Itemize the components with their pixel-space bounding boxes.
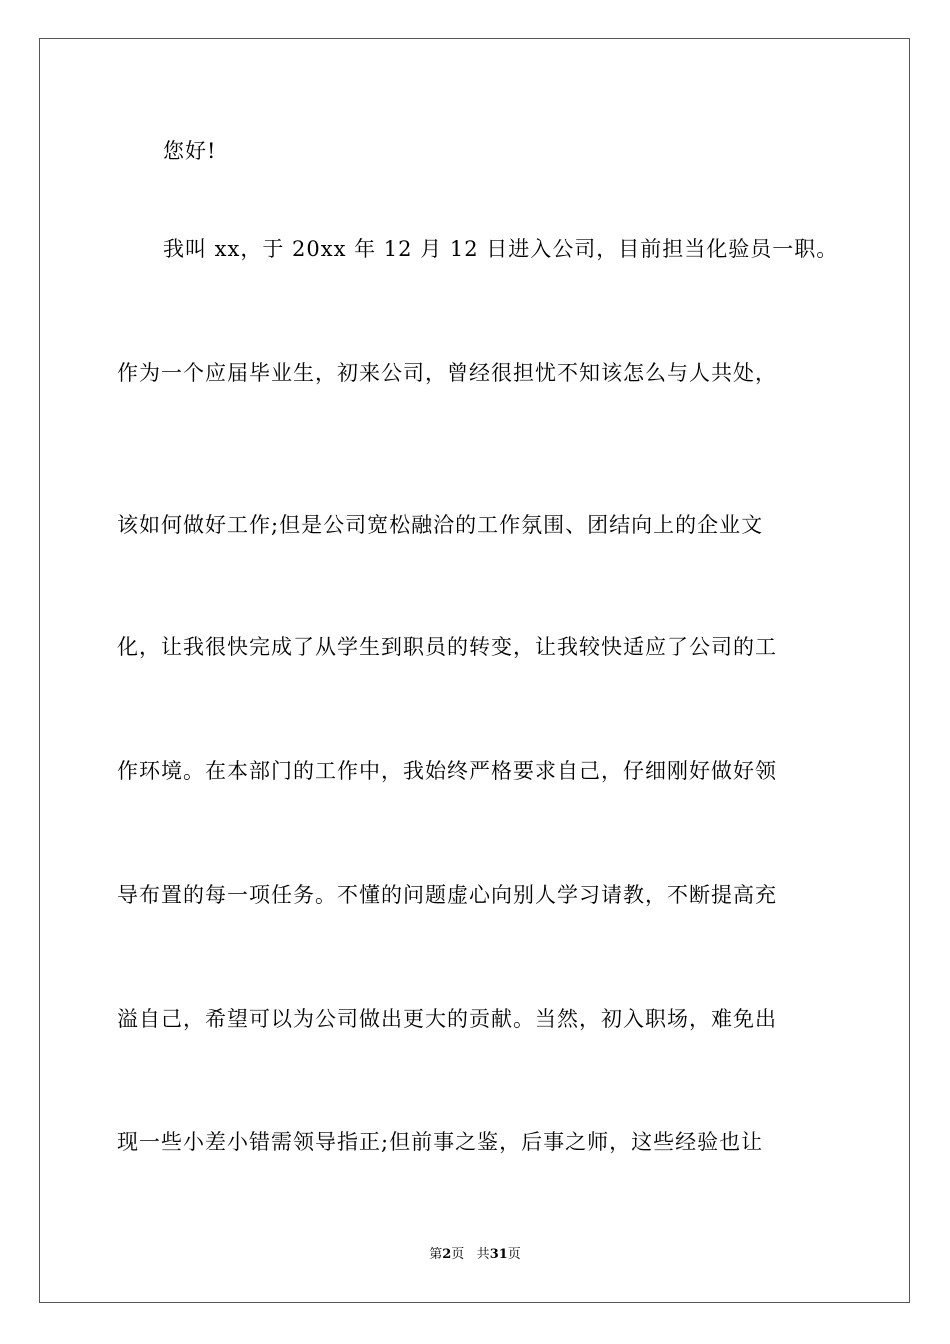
footer-prefix: 第 bbox=[429, 1247, 443, 1262]
body-line-8: 现一些小差小错需领导指正;但前事之鉴，后事之师，这些经验也让 bbox=[117, 1130, 764, 1154]
footer-page-number: 2 bbox=[442, 1247, 452, 1262]
greeting-text: 您好! bbox=[163, 139, 217, 163]
footer-total-suffix: 页 bbox=[507, 1247, 521, 1262]
page-frame bbox=[39, 38, 910, 1303]
body-line-1: 我叫 xx，于 20xx 年 12 月 12 日进入公司，目前担当化验员一职。 bbox=[163, 237, 839, 261]
footer-total-prefix: 共 bbox=[476, 1247, 490, 1262]
body-line-3: 该如何做好工作;但是公司宽松融洽的工作氛围、团结向上的企业文 bbox=[117, 513, 764, 537]
footer-total-pages: 31 bbox=[489, 1247, 508, 1262]
body-line-2: 作为一个应届毕业生，初来公司，曾经很担忧不知该怎么与人共处， bbox=[117, 361, 777, 385]
page-footer bbox=[0, 1246, 950, 1264]
body-line-7: 溢自己，希望可以为公司做出更大的贡献。当然，初入职场，难免出 bbox=[117, 1007, 777, 1031]
body-line-4: 化，让我很快完成了从学生到职员的转变，让我较快适应了公司的工 bbox=[117, 635, 777, 659]
footer-page-suffix: 页 bbox=[451, 1247, 465, 1262]
body-line-6: 导布置的每一项任务。不懂的问题虚心向别人学习请教，不断提高充 bbox=[117, 883, 777, 907]
body-line-5: 作环境。在本部门的工作中，我始终严格要求自己，仔细刚好做好领 bbox=[117, 759, 777, 783]
